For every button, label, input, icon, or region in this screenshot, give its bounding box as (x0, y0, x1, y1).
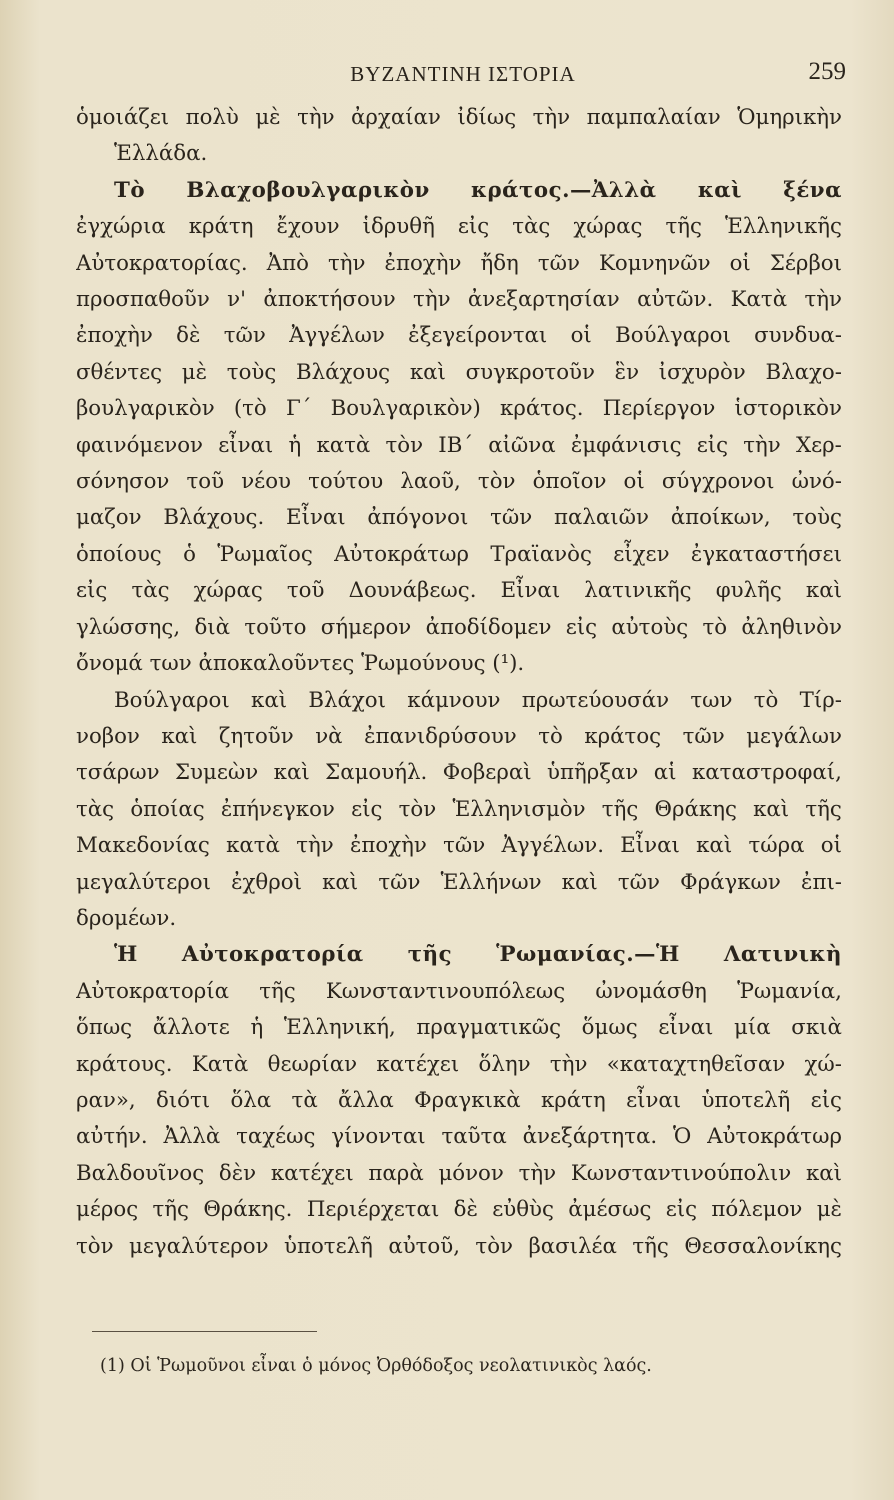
word: τὴν (413, 287, 451, 313)
word: Ἑλλήνων (440, 869, 542, 895)
word: τὸν (477, 469, 516, 495)
word: Ἀπὸ (266, 250, 309, 276)
word: τὸ (753, 687, 779, 713)
word: καὶ (409, 359, 446, 385)
word: μεγαλύτεροι (76, 869, 211, 895)
word: συνδυα- (754, 323, 842, 349)
word: τῆς (407, 942, 453, 968)
word: ἀνεξάρτητα. (522, 1124, 658, 1150)
word: Αὐτοκρατορίας. (76, 250, 248, 276)
word: ἓν (614, 359, 640, 385)
word: καὶ (805, 1160, 842, 1186)
word: εἰς (696, 432, 729, 458)
word: εἰς (76, 578, 108, 604)
word: αὐτῶν. (637, 287, 714, 313)
word: Βλάχους. (163, 505, 265, 531)
word: τῶν (537, 250, 580, 276)
word: πραγματικῶς (416, 1015, 561, 1041)
word: μία (734, 1015, 771, 1041)
word: ἐγχώρια (76, 214, 166, 240)
word: πρωτεύουσάν (521, 687, 670, 713)
word: ἄλλοτε (152, 1015, 230, 1041)
word: τὸν (385, 432, 424, 458)
word: γλώσσης, (76, 614, 181, 640)
word: αὐτοῦ, (388, 1233, 460, 1259)
word: των (690, 687, 733, 713)
word: τὰς (131, 578, 170, 604)
word: κάμνουν (407, 687, 501, 713)
word: Αὐτοκράτωρ (707, 1124, 842, 1150)
word: Περίεργον (602, 396, 716, 422)
word: σύγχρονοι (661, 469, 775, 495)
word: κατὰ (316, 432, 371, 458)
word: νοβον (76, 723, 140, 749)
word: τὸν (475, 1233, 513, 1259)
word: καταστροφαί, (691, 760, 842, 786)
word: ὑποτελῆ (701, 1087, 791, 1113)
word: ὅμως (581, 1015, 638, 1041)
text-line (76, 246, 842, 282)
word: νέου (241, 469, 291, 495)
word: Εἶναι (286, 505, 346, 531)
word: μεγάλων (746, 723, 842, 749)
word: Θράκης. (203, 1197, 293, 1223)
word: ἐμφάνισις (570, 432, 682, 458)
word: «καταχτηθεῖσαν (606, 1051, 786, 1077)
word: Ἀγγέλων (289, 323, 385, 349)
word: εἰς (457, 214, 490, 240)
word: ραν», (76, 1087, 136, 1113)
word: Ἑλληνισμὸν (452, 796, 586, 822)
text-line (76, 500, 842, 536)
word: Δουνάβεως. (348, 578, 477, 604)
section-heading-romania (76, 937, 842, 973)
word: Κωνσταντινούπολιν (570, 1160, 792, 1186)
word: κράτους. (76, 1051, 173, 1077)
word: καὶ (251, 687, 288, 713)
word: χώρας (573, 214, 643, 240)
word: τῶν (443, 833, 486, 859)
word: ἐχθροὶ (231, 869, 302, 895)
word: φαινόμενον (76, 432, 204, 458)
word: Μακεδονίας (76, 833, 210, 859)
running-title: ΒΥΖΑΝΤΙΝΗ ΙΣΤΟΡΙΑ (350, 62, 576, 86)
text-line (76, 464, 842, 500)
word: εἶναι (658, 1015, 714, 1041)
word: Περιέρχεται (306, 1197, 440, 1223)
word: Βλάχοι (308, 687, 386, 713)
text-line (76, 318, 842, 354)
footnote-divider (92, 1331, 317, 1332)
word: τῶν (617, 869, 660, 895)
word: μὲ (816, 1197, 842, 1223)
word: τῆς (601, 796, 639, 822)
text-line (76, 683, 842, 719)
word: ἤδη (480, 250, 519, 276)
word: σθέντες (76, 359, 163, 385)
word: θεωρίαν (267, 1051, 358, 1077)
word: νὰ (315, 723, 343, 749)
word: καὶ (753, 796, 790, 822)
word: τῶν (490, 505, 533, 531)
word: παλαιῶν (554, 505, 649, 531)
word: Κατὰ (191, 1051, 249, 1077)
word: ἐπήνεγκον (220, 796, 335, 822)
word: χώρας (193, 578, 263, 604)
word: ζητοῦν (218, 723, 294, 749)
word: Φοβεραὶ (442, 760, 532, 786)
word: Εἶναι (500, 578, 561, 604)
word: ὅπως (76, 1015, 133, 1041)
word: τώρα (748, 833, 805, 859)
word: Σέρβοι (769, 250, 842, 276)
word: φυλῆς (715, 578, 782, 604)
word: οἱ (570, 323, 592, 349)
page-number: 259 (808, 58, 846, 85)
word: δὲ (176, 323, 201, 349)
word: τὴν (296, 833, 334, 859)
body-text (76, 100, 842, 1265)
footnote: (1) Οἱ Ῥωμοῦνοι εἶναι ὁ μόνος Ὀρθόδοξος νεολατινικὸς λαός. (100, 1356, 652, 1376)
word: τὴν (743, 432, 781, 458)
word: εὐθὺς (492, 1197, 554, 1223)
word: τὴν (804, 287, 842, 313)
word: αἰῶνα (488, 432, 556, 458)
word: καὶ (322, 869, 359, 895)
word: ὅλην (478, 1051, 531, 1077)
word: Κομνηνῶν (599, 250, 711, 276)
text-line (76, 428, 842, 464)
word: Βαλδουῖνος (76, 1160, 205, 1186)
word: κατὰ (226, 833, 280, 859)
word: τὴν (328, 250, 366, 276)
word: εἶναι (218, 432, 274, 458)
word: Βλαχο- (765, 359, 842, 385)
word: ἀμέσως (568, 1197, 652, 1223)
word: ἔχουν (276, 214, 340, 240)
word: κράτος (584, 723, 662, 749)
word: εἰς (810, 1087, 842, 1113)
word: διὰ (194, 614, 230, 640)
text-line (76, 573, 842, 609)
word: Ῥωμανία, (737, 978, 842, 1004)
text-line (76, 1192, 842, 1228)
word: Σαμουήλ. (325, 760, 428, 786)
text-line (76, 100, 842, 136)
word: ὅλα (230, 1087, 272, 1113)
word: ἱδρυθῆ (362, 214, 435, 240)
word: μόνον (438, 1160, 504, 1186)
word: τῶν (378, 869, 421, 895)
word: κράτος.—Ἀλλὰ (471, 177, 657, 203)
word: διότι (156, 1087, 211, 1113)
text-line (76, 391, 842, 427)
text-line (76, 865, 842, 901)
word: ν' (227, 287, 246, 313)
word: ἐποχὴν (350, 833, 427, 859)
word: εἰς (351, 796, 383, 822)
word: ὠνό- (791, 469, 842, 495)
text-line (76, 1229, 842, 1265)
word: τὰ (291, 1087, 318, 1113)
word: σόνησον (76, 469, 170, 495)
word: Ῥωμανίας.—Ἡ (496, 942, 680, 968)
text-line (76, 282, 842, 318)
word: ἀρχαίαν (351, 105, 441, 130)
word: παρὰ (368, 1160, 424, 1186)
word: ἐποχὴν (76, 323, 153, 349)
word: τὰς (512, 214, 551, 240)
word: σκιὰ (791, 1015, 842, 1041)
word: αὐτοὺς (611, 614, 689, 640)
word: τὸν (398, 796, 437, 822)
word: ἐξεγείρονται (408, 323, 548, 349)
word: μέρος (76, 1197, 139, 1223)
text-line (76, 1083, 842, 1119)
text-line (76, 1047, 842, 1083)
word: δὲ (453, 1197, 478, 1223)
word: ἀποδίδομεν (425, 614, 552, 640)
word: λαοῦ, (400, 469, 461, 495)
word: Κατὰ (730, 287, 788, 313)
word: τὴν (297, 105, 335, 130)
word: συγκροτοῦν (465, 359, 595, 385)
word: καὶ (697, 177, 742, 203)
word: Ἀγγέλων. (501, 833, 604, 859)
word: Αὐτοκράτωρ (334, 541, 469, 567)
word: καὶ (561, 869, 598, 895)
word: Βλαχοβουλγαρικὸν (186, 177, 430, 203)
word: Φραγκικὰ (414, 1087, 521, 1113)
word: Ἡ (114, 942, 138, 968)
word: ἄλλα (338, 1087, 394, 1113)
word: ἡ (250, 1015, 264, 1041)
word: ὁ (183, 541, 196, 567)
page-header (80, 58, 846, 92)
text-line (76, 1010, 842, 1046)
text-line: δρομέων. (76, 905, 177, 931)
word: ἐποχὴν (384, 250, 462, 276)
word: οἱ (820, 833, 842, 859)
word: ὁποίους (76, 541, 162, 567)
text-line (76, 1156, 842, 1192)
word: παμπαλαίαν (586, 105, 721, 130)
word: ἰσχυρὸν (658, 359, 746, 385)
word: τῆς (805, 796, 842, 822)
word: ὁποίας (130, 796, 205, 822)
text-line: Ἑλλάδα. (114, 141, 208, 167)
word: κράτος. (500, 396, 584, 422)
word: αὐτήν. (76, 1124, 148, 1150)
word: αἱ (653, 760, 677, 786)
word: Ῥωμαῖος (217, 541, 313, 567)
text-line (76, 537, 842, 573)
word: Γ΄ (285, 396, 312, 422)
word: ἀληθινὸν (741, 614, 842, 640)
word: τοῦτο (244, 614, 307, 640)
word: τὸ (702, 614, 728, 640)
word: Αὐτοκρατορία (181, 942, 364, 968)
word: σήμερον (320, 614, 412, 640)
word: ἱστορικὸν (734, 396, 842, 422)
word: βασιλέα (528, 1233, 617, 1259)
word: μεγαλύτερον (129, 1233, 269, 1259)
word: τοῦ (286, 578, 325, 604)
word: Λατινικὴ (723, 942, 842, 968)
text-line (76, 974, 842, 1010)
word: ὁμοιάζει (76, 105, 170, 130)
word: γίνονται (331, 1124, 426, 1150)
text-line (76, 792, 842, 828)
word: τῆς (152, 1197, 189, 1223)
word: καὶ (273, 760, 310, 786)
word: τσάρων (76, 760, 160, 786)
word: μὲ (181, 359, 208, 385)
word: τῶν (223, 323, 266, 349)
text-line (76, 828, 842, 864)
word: Συμεὼν (175, 760, 259, 786)
word: Ἀλλὰ (163, 1124, 221, 1150)
word: τοῦ (186, 469, 225, 495)
word: εἰς (565, 614, 598, 640)
word: οἱ (623, 469, 645, 495)
word: Θράκης (654, 796, 737, 822)
word: Ἑλληνικῆς (725, 214, 842, 240)
word: προσπαθοῦν (76, 287, 210, 313)
word: Τὸ (114, 177, 146, 203)
word: τούτου (308, 469, 384, 495)
text-line (76, 610, 842, 646)
word: εἰς (665, 1197, 698, 1223)
word: ΙΒ΄ (438, 432, 473, 458)
word: τῆς (259, 978, 296, 1004)
word: ἡ (288, 432, 302, 458)
word: ἐπανιδρύσουν (364, 723, 517, 749)
word: τῆς (665, 214, 702, 240)
word: Βλάχους (295, 359, 391, 385)
word: ταῦτα (441, 1124, 507, 1150)
word: εἶναι (626, 1087, 682, 1113)
word: (τὸ (233, 396, 267, 422)
word: τῆς (632, 1233, 669, 1259)
word: Κωνσταντινουπόλεως (325, 978, 566, 1004)
word: κράτη (188, 214, 254, 240)
word: ὠνομάσθη (595, 978, 707, 1004)
word: εἶχεν (613, 541, 670, 567)
word: μαζον (76, 505, 142, 531)
text-line (76, 755, 842, 791)
word: ξένα (783, 177, 842, 203)
text-line (76, 1119, 842, 1155)
word: καὶ (805, 578, 842, 604)
word: ἀνεξαρτησίαν (467, 287, 620, 313)
word: καὶ (696, 833, 733, 859)
word: ἰδίως (457, 105, 517, 130)
text-line: ὄνομά των ἀποκαλοῦντες Ῥωμούνους (¹). (76, 651, 525, 677)
word: μὲ (255, 105, 281, 130)
word: ταχέως (236, 1124, 316, 1150)
word: Ἑλληνική, (283, 1015, 396, 1041)
word: Ὁ (672, 1124, 692, 1150)
section-heading-vlachobulgarian (76, 173, 842, 209)
word: τοὺς (792, 505, 842, 531)
word: ὑπῆρξαν (547, 760, 639, 786)
word: Αὐτοκρατορία (76, 978, 229, 1004)
word: Φράγκων (680, 869, 781, 895)
word: κατέχει (376, 1051, 460, 1077)
word: Τραϊανὸς (490, 541, 592, 567)
word: ἀπόγονοι (367, 505, 469, 531)
word: τὴν (518, 1160, 557, 1186)
word: δὲν (218, 1160, 257, 1186)
word: Ὁμηρικὴν (737, 105, 842, 130)
text-line (76, 355, 842, 391)
word: τὴν (549, 1051, 588, 1077)
word: βουλγαρικὸν (76, 396, 215, 422)
word: πόλεμον (711, 1197, 803, 1223)
word: κατέχει (270, 1160, 354, 1186)
word: Τίρ- (799, 687, 842, 713)
word: πολὺ (185, 105, 239, 130)
word: ἐπι- (801, 869, 842, 895)
word: Εἶναι (620, 833, 680, 859)
text-line (76, 209, 842, 245)
word: καὶ (161, 723, 198, 749)
word: τῶν (682, 723, 725, 749)
word: χώ- (804, 1051, 842, 1077)
word: κράτη (540, 1087, 606, 1113)
word: ἀποίκων, (670, 505, 771, 531)
word: τοὺς (226, 359, 277, 385)
word: τὰς (76, 796, 115, 822)
word: τὸ (538, 723, 563, 749)
text-line (76, 719, 842, 755)
word: Χερ- (795, 432, 842, 458)
word: ἀποκτήσουν (263, 287, 396, 313)
word: Θεσσαλονίκης (684, 1233, 842, 1259)
word: ὑποτελῆ (284, 1233, 373, 1259)
word: Βουλγαρικὸν) (330, 396, 481, 422)
word: τὸν (76, 1233, 114, 1259)
word: οἱ (729, 250, 751, 276)
word: ὁποῖον (532, 469, 607, 495)
word: τὴν (532, 105, 571, 130)
word: λατινικῆς (584, 578, 692, 604)
word: Βούλγαροι (114, 687, 230, 713)
word: ἐγκαταστήσει (690, 541, 842, 567)
word: Βούλγαροι (615, 323, 731, 349)
